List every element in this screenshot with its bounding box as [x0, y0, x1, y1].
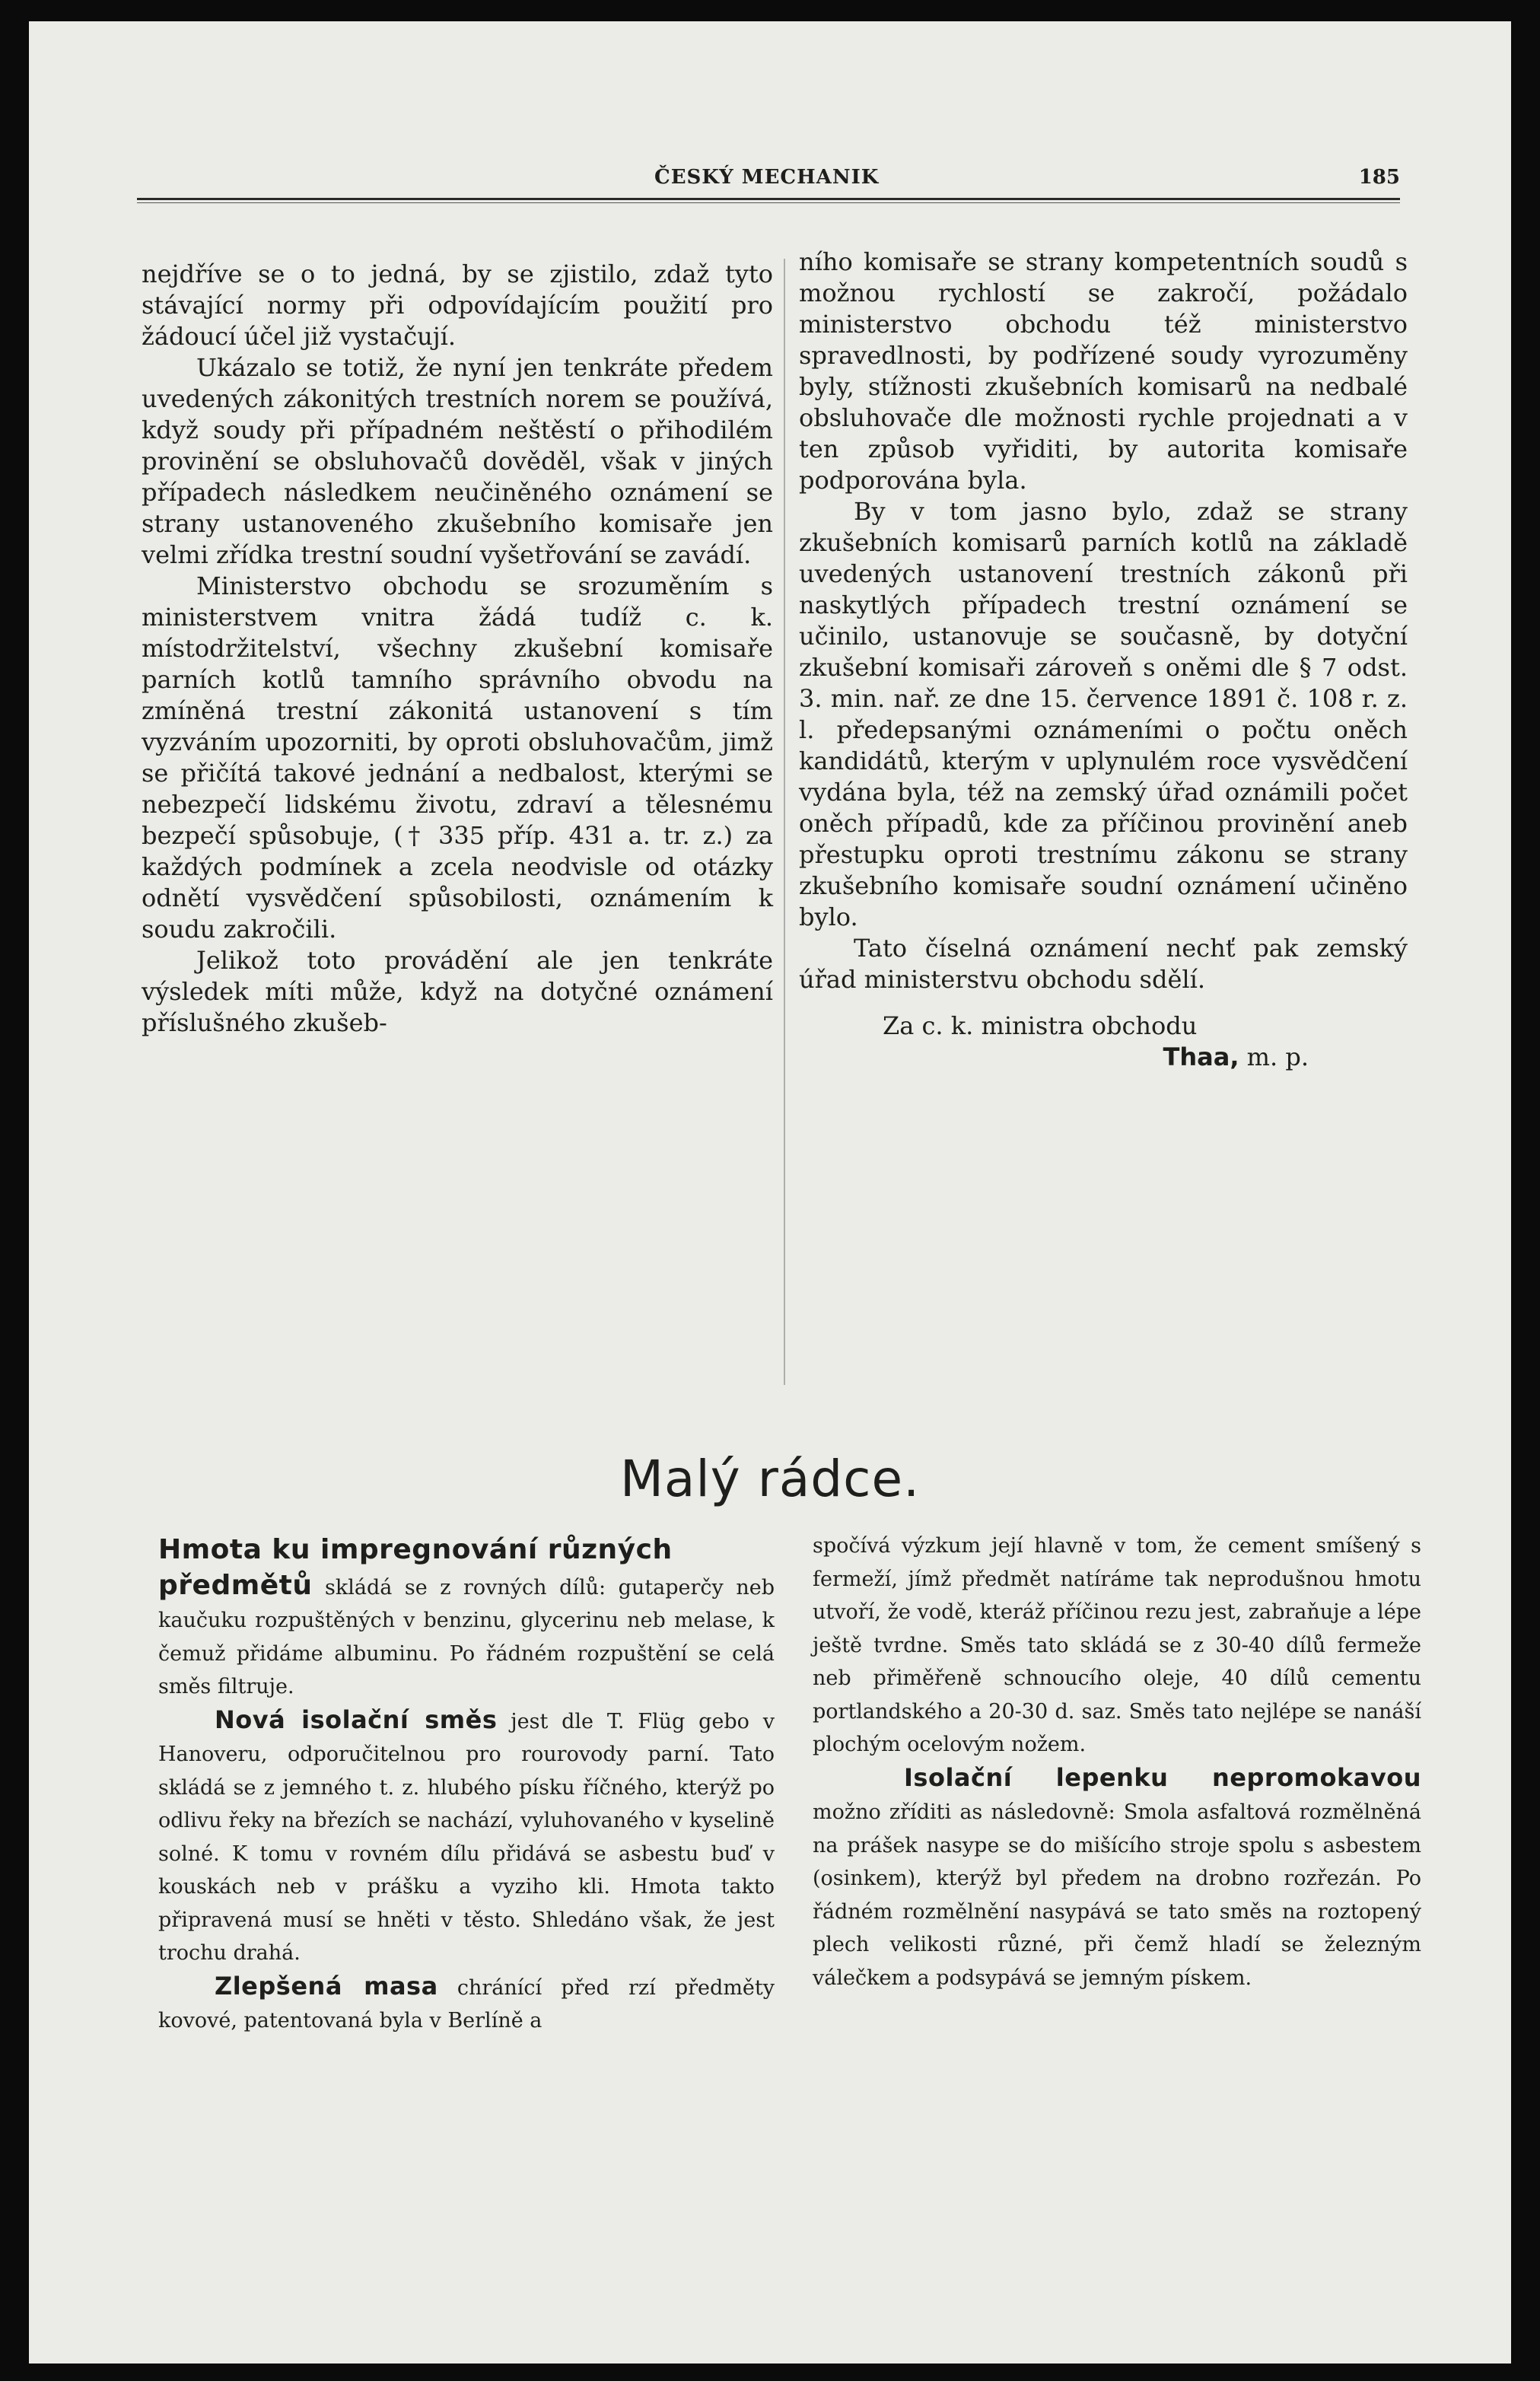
paragraph: ního komisaře se strany kompetentních soudů s možnou rychlostí se zakročí, požádalo ministerstvo obchodu též ministerstvo spravedlnosti, by podřízené soudy vyrozuměny byly, stížnosti zkušebních komisarů na nedbalé obsluhovače dle možnosti rychle projednati a v ten způsob vyřiditi, by autorita komisaře podporována byla.	[799, 247, 1408, 495]
item-body: možno zříditi as následovně: Smola asfaltová rozmělněná na prášek nasype se do mišícího stroje spolu s asbestem (osinkem), kterýž byl předem na drobno rozřezán. Po řádném rozmělnění nasypává se tato směs na roztopený plech velikosti různé, při čemž hladí se železným válečkem a podsypává se jemným pískem.	[813, 1800, 1421, 1990]
item-body: jest dle T. Flüg gebo v Hanoveru, odporučitelnou pro rourovody parní. Tato skládá se z jemného t. z. hlubého písku říčného, kterýž po odlivu řeky na březích se nachází, vyluhovaného v kyselině solné. K tomu v rovném dílu přidává se asbestu buď v kouskách neb v prášku a vyziho kli. Hmota takto připravená musí se hněti v těsto. Shledáno však, že jest trochu drahá.	[158, 1709, 775, 1965]
section-left-column	[158, 1533, 775, 2038]
journal-title: ČESKÝ MECHANIK	[654, 166, 880, 189]
paragraph: Ukázalo se totiž, že nyní jen tenkráte předem uvedených zákonitých trestních norem se používá, když soudy při případném neštěstí o přihodilém provinění se obsluhovačů dověděl, však v jiných případech následkem neučiněného oznámení se strany ustanoveného zkušebního komisaře jen velmi zřídka trestní soudní vyšetřování se zavádí.	[142, 353, 773, 569]
item-heading: předmětů	[158, 1569, 313, 1601]
paragraph: nejdříve se o to jedná, by se zjistilo, zdaž tyto stávající normy při odpovídajícím použití pro žádoucí účel již vystačují.	[142, 259, 773, 351]
paragraph: Jelikož toto provádění ale jen tenkráte výsledek míti může, když na dotyčné oznámení příslušného zkušeb-	[142, 946, 773, 1037]
item-body: chránící před rzí předměty kovové, patentovaná byla v Berlíně a	[158, 1975, 775, 2032]
section-title: Malý rádce.	[619, 1450, 921, 1508]
item-paragraph	[158, 1533, 775, 1704]
paragraph: By v tom jasno bylo, zdaž se strany zkušebních komisarů parních kotlů na základě uvedených ustanovení trestních zákonů při naskytlých případech trestní oznámení se učinilo, ustanovuje se současně, by dotyční zkušební komisaři zároveň s oněmi dle § 7 odst. 3. min. nař. ze dne 15. července 1891 č. 108 r. z. l. předepsanými oznámeními o počtu oněch kandidátů, kterým v uplynulém roce vysvědčení vydána byla, též na zemský úřad oznámili počet oněch případů, kde za příčinou provinění aneb přestupku oproti trestnímu zákonu se strany zkušebního komisaře soudní oznámení učiněno bylo.	[799, 497, 1408, 931]
item-heading: Isolační lepenku nepromokavou	[904, 1762, 1421, 1792]
signature	[799, 1042, 1408, 1073]
item-paragraph	[813, 1762, 1421, 1995]
column-divider	[784, 259, 785, 1385]
section-right-column	[813, 1530, 1421, 1994]
item-heading: Nová isolační směs	[215, 1705, 498, 1734]
item-paragraph: spočívá výzkum její hlavně v tom, že cement smíšený s fermeží, jímž předmět natíráme tak neprodušnou hmotu utvoří, že vodě, kteráž příčinou rezu jest, zabraňuje a lépe ještě tvrdne. Směs tato skládá se z 30-40 dílů fermeže neb přiměřeně schnoucího oleje, 40 dílů cementu portlandského a 20-30 d. saz. Směs tato nejlépe se nanáší plochým ocelovým nožem.	[813, 1534, 1421, 1756]
header-rule	[137, 198, 1400, 200]
item-heading: Zlepšená masa	[215, 1971, 438, 2001]
header-rule-thin	[137, 202, 1400, 203]
right-column	[799, 247, 1408, 1073]
signature-name: Thaa,	[1163, 1042, 1239, 1071]
item-paragraph	[158, 1970, 775, 2038]
running-header	[137, 166, 1400, 189]
item-paragraph	[158, 1704, 775, 1970]
paragraph: Ministerstvo obchodu se srozuměním s ministerstvem vnitra žádá tudíž c. k. místodržitelství, všechny zkušební komisaře parních kotlů tamního správního obvodu na zmíněná trestní zákonitá ustanovení s tím vyzváním upozorniti, by oproti obsluhovačům, jimž se přičítá takové jednání a nedbalost, kterými se nebezpečí lidskému životu, zdraví a tělesnému bezpečí spůsobuje, († 335 příp. 431 a. tr. z.) za každých podmínek a zcela neodvisle od otázky odnětí vysvědčení spůsobilosti, oznámením k soudu zakročili.	[142, 571, 773, 944]
signature-suffix: m. p.	[1246, 1042, 1309, 1071]
item-heading: Hmota ku impregnování různých	[158, 1534, 673, 1565]
paragraph: Tato číselná oznámení nechť pak zemský úřad ministerstvu obchodu sdělí.	[799, 934, 1408, 994]
page-number: 185	[1358, 166, 1400, 189]
signature-line: Za c. k. ministra obchodu	[883, 1011, 1198, 1040]
item-body: skládá se z rovných dílů: gutaperčy neb kaučuku rozpuštěných v benzinu, glycerinu neb melase, k čemuž přidáme albuminu. Po řádném rozpuštění se celá směs filtruje.	[158, 1575, 775, 1698]
left-column	[142, 259, 773, 1039]
